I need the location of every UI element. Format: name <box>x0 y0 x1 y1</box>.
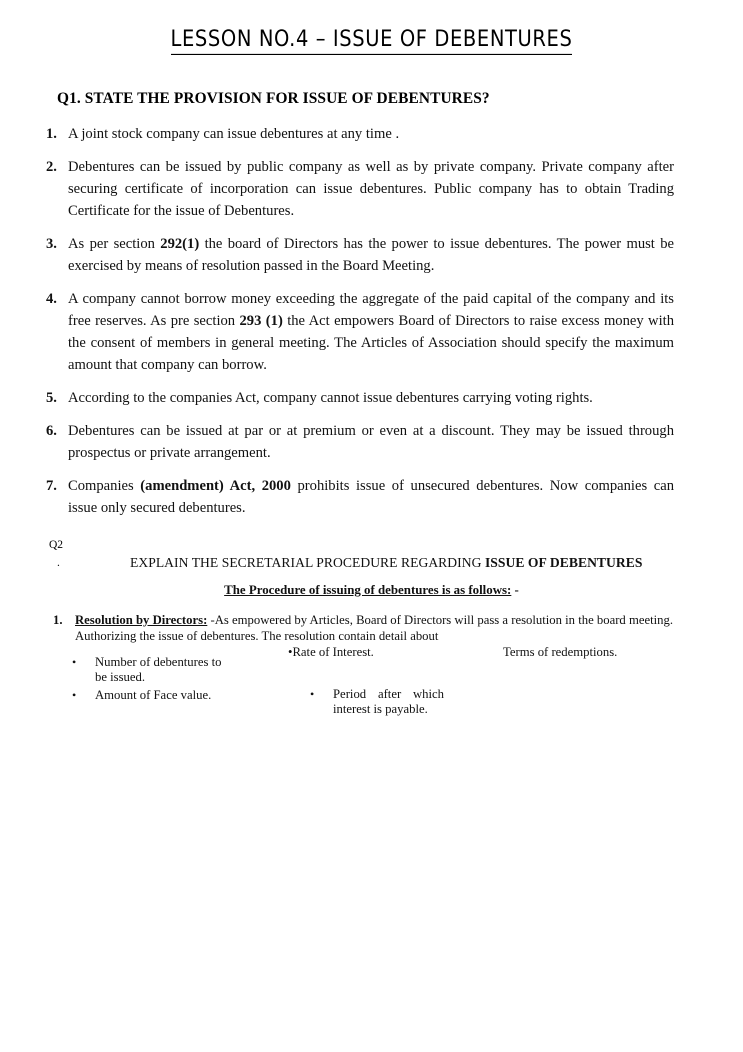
bullet-text: Number of debentures to be issued. <box>95 655 222 685</box>
bullet-text: Rate of Interest. <box>292 645 374 659</box>
list-item <box>46 421 674 465</box>
page-title-text: LESSON NO.4 – ISSUE OF DEBENTURES <box>171 26 573 55</box>
list-item-text: Companies <box>68 478 141 495</box>
terms-of-redemptions <box>503 645 683 660</box>
list-item-text: A company cannot borrow money exceeding the aggregate of the paid capital of the company and its free reserves. As pre section <box>68 291 674 330</box>
list-item <box>46 234 674 278</box>
procedure-subtitle-tail: - <box>511 583 519 597</box>
list-item <box>46 124 674 146</box>
bullet-icon: • <box>288 645 293 659</box>
terms-text: Terms of redemptions. <box>503 645 618 659</box>
bullet-column-left <box>72 655 232 705</box>
bullet-period-of-interest <box>310 687 444 718</box>
q1-heading: Q1. STATE THE PROVISION FOR ISSUE OF DEBENTURES? <box>57 90 490 107</box>
list-item-number: 1. <box>46 126 57 142</box>
bullet-text: Amount of Face value. <box>95 687 212 702</box>
bullet-text-line2: interest is payable. <box>333 702 428 717</box>
step-body-text: -As empowered by Articles, Board of Directors will pass a resolution in the board meeting. Authorizing the issue of debentures. The resolution contain detail about <box>75 613 674 643</box>
bullet-text-line1: Period after which <box>333 687 444 701</box>
step-lead-label: Resolution by Directors: <box>75 613 208 627</box>
procedure-subtitle <box>0 583 743 598</box>
list-item <box>46 388 674 410</box>
list-item-number: 4. <box>46 291 57 308</box>
list-item <box>53 613 673 644</box>
bullet-icon: • <box>72 687 77 702</box>
q2-heading-bold: ISSUE OF DEBENTURES <box>484 555 643 570</box>
list-item-text: According to the companies Act, company cannot issue debentures carrying voting rights. <box>68 389 593 406</box>
list-item-text-cont: the Act empowers Board of Directors to raise excess money with the consent of members in general meeting. The Articles of Association should specify the maximum amount that company can borrow. <box>68 313 675 373</box>
list-item-number: 2. <box>46 159 57 176</box>
list-item-number: 7. <box>46 478 57 495</box>
list-item-number: 5. <box>46 389 57 406</box>
list-item-text: As per section <box>68 236 161 253</box>
q2-heading-plain: EXPLAIN THE SECRETARIAL PROCEDURE REGARDING <box>130 555 485 570</box>
bullet-rate-of-interest <box>288 645 468 660</box>
list-item <box>46 157 674 222</box>
q2-heading <box>130 555 670 571</box>
list-item-number: 1. <box>53 613 63 627</box>
list-item-text: Debentures can be issued at par or at premium or even at a discount. They may be issued through prospectus or private arrangement. <box>68 423 674 462</box>
list-item-text-cont: prohibits issue of unsecured debentures. Now companies can issue only secured debentures. <box>68 478 674 517</box>
list-item-text-cont: the board of Directors has the power to issue debentures. The power must be exercised by means of resolution passed in the Board Meeting. <box>68 236 674 274</box>
list-item <box>288 645 468 660</box>
list-item-text: A joint stock company can issue debentures at any time . <box>68 126 400 142</box>
q2-marker-label: Q2 <box>49 539 64 551</box>
bullet-icon: • <box>310 687 315 701</box>
list-item <box>72 655 232 686</box>
q2-marker <box>49 539 63 570</box>
list-item-bold: 292(1) <box>160 236 200 253</box>
bullet-icon: • <box>72 655 77 669</box>
list-item-bold: 293 (1) <box>239 313 283 330</box>
list-item-bold: (amendment) Act, 2000 <box>140 478 291 495</box>
procedure-subtitle-underlined: The Procedure of issuing of debentures is as follows: <box>224 583 512 597</box>
list-item <box>72 688 232 703</box>
page-title <box>0 25 743 55</box>
q2-marker-dot: . <box>57 557 60 569</box>
list-item <box>310 687 444 718</box>
q1-answer-list <box>46 124 674 531</box>
list-item-number: 3. <box>46 236 57 253</box>
list-item-number: 6. <box>46 423 57 440</box>
procedure-step-list <box>53 613 673 644</box>
list-item-text: Debentures can be issued by public company as well as by private company. Private company after securing certificate of incorporation can issue debentures. Public company has to obtain Trading Certificate for the issue of Debentures. <box>68 159 674 219</box>
list-item <box>46 476 674 520</box>
bullet-text <box>333 687 444 718</box>
list-item <box>46 289 674 376</box>
